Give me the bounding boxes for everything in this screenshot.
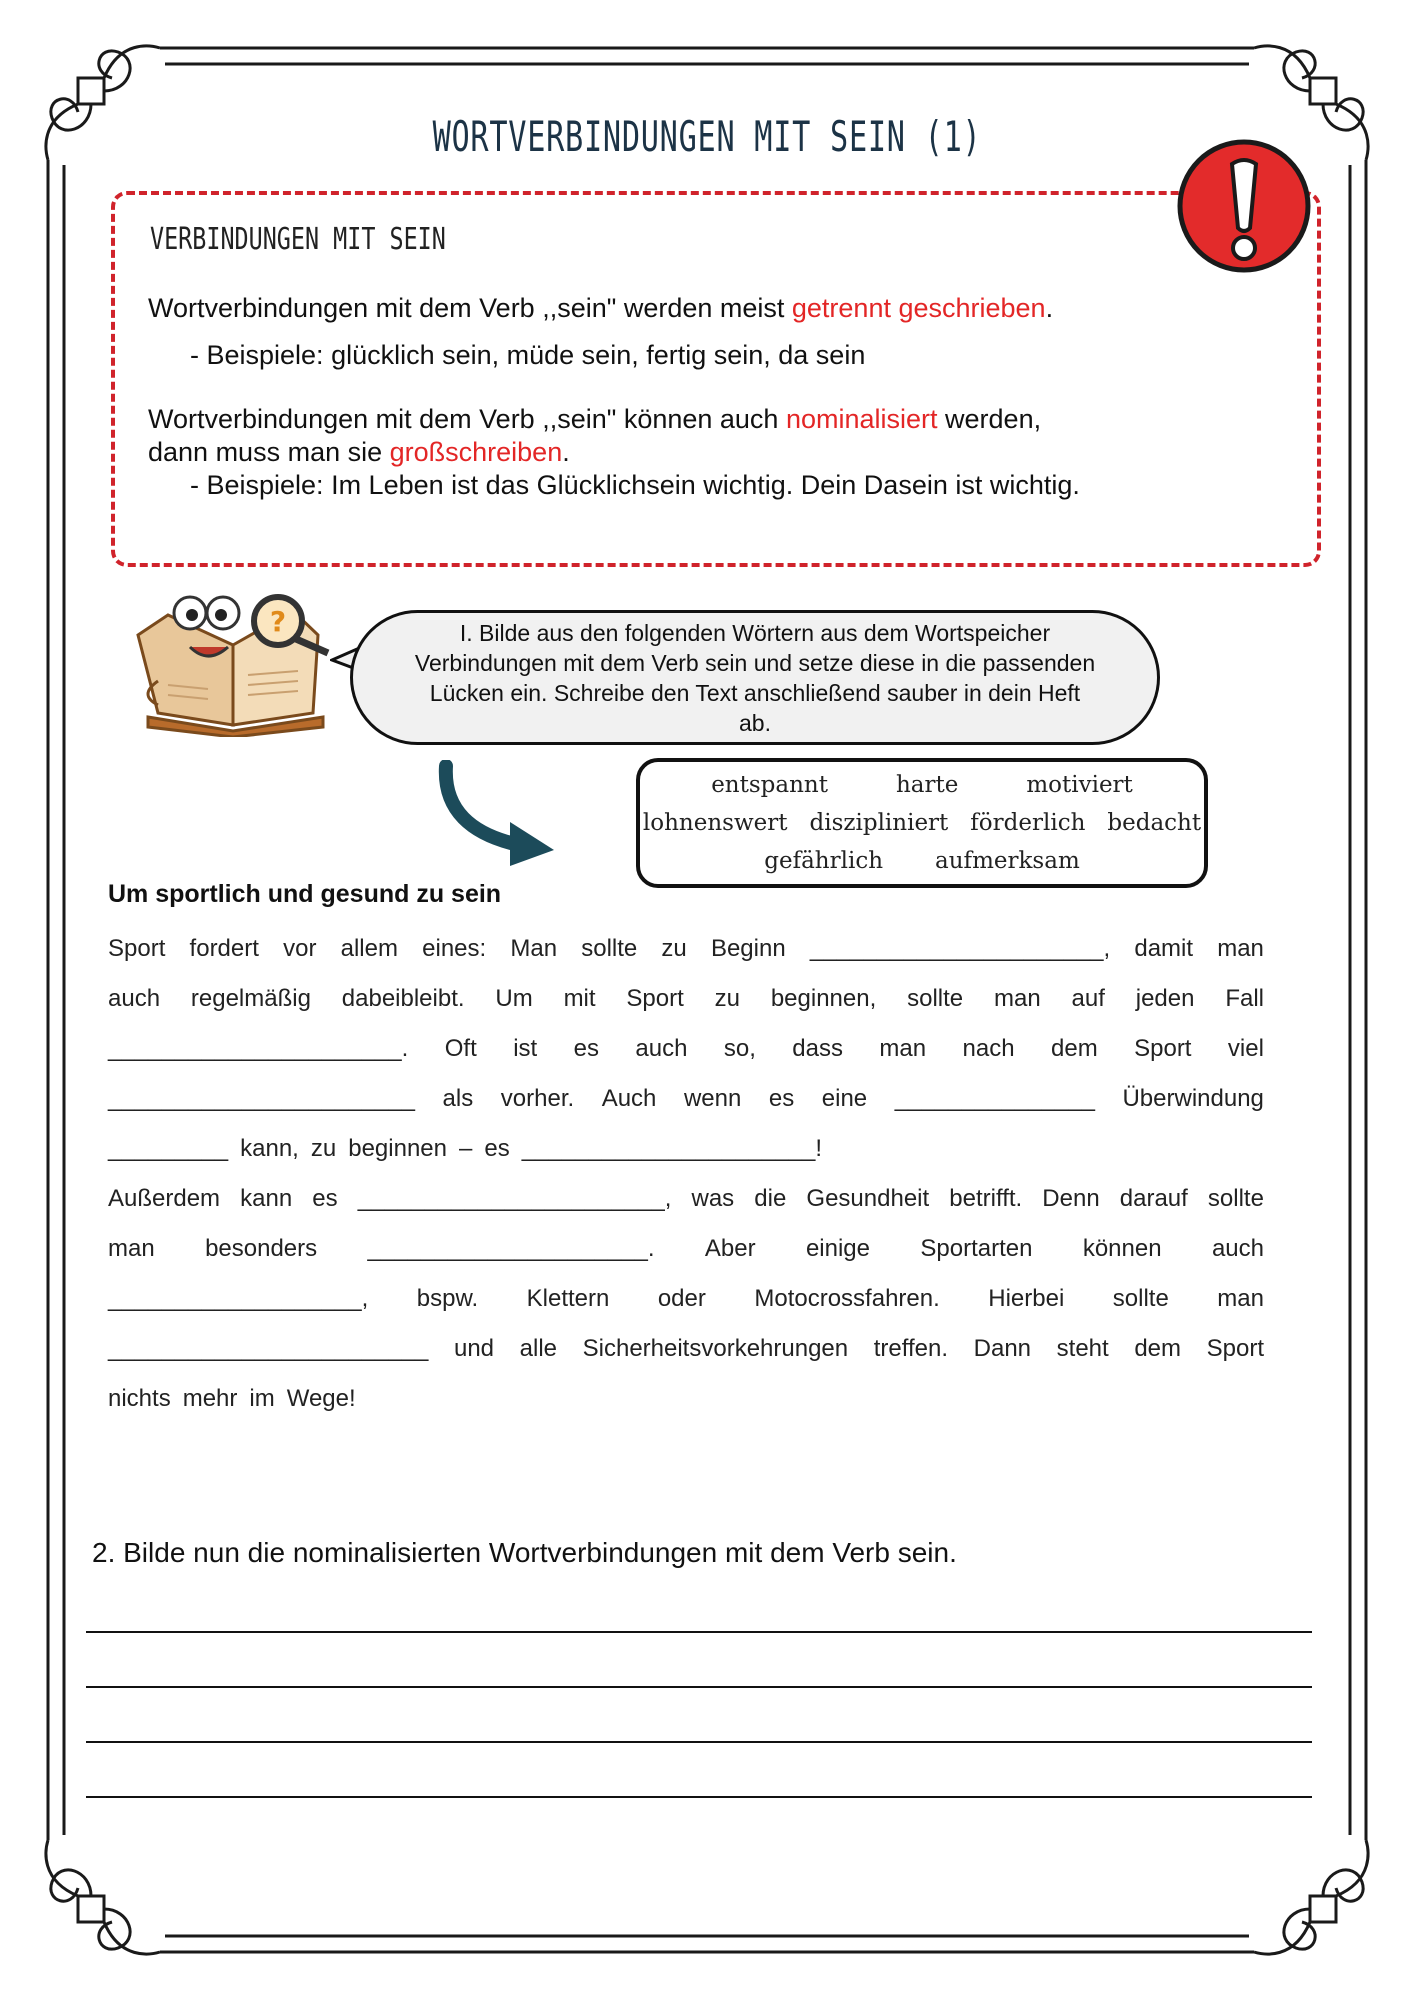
corner-ornament-top-left xyxy=(46,46,160,160)
exclamation-alert-icon xyxy=(1174,136,1314,276)
cloze-word: Sicherheitsvorkehrungen xyxy=(582,1335,849,1362)
cloze-word: dabeibleibt. xyxy=(341,985,465,1012)
rule-example-2: - Beispiele: Im Leben ist das Glücklichsein wichtig. Dein Dasein ist wichtig. xyxy=(190,470,1080,500)
cloze-word: eine xyxy=(821,1085,868,1112)
cloze-word: vorher. xyxy=(500,1085,575,1112)
word-bank-item: harte xyxy=(895,772,959,798)
curved-arrow-icon xyxy=(432,760,562,870)
cloze-word: die xyxy=(754,1185,787,1212)
cloze-line xyxy=(108,1285,1264,1313)
cloze-word: es xyxy=(484,1135,510,1162)
rule-line-1: Wortverbindungen mit dem Verb ,,sein" werden meist getrennt geschrieben. xyxy=(148,293,1054,323)
cloze-word: zu xyxy=(714,985,740,1012)
cloze-word: können xyxy=(1082,1235,1162,1262)
cloze-line xyxy=(108,985,1264,1013)
word-bank-item: förderlich xyxy=(970,810,1086,836)
cloze-word: alle xyxy=(519,1335,557,1362)
cloze-word: mit xyxy=(563,985,596,1012)
cloze-word: Gesundheit xyxy=(806,1185,930,1212)
page-title: WORTVERBINDUNGEN MIT SEIN (1) xyxy=(432,112,982,161)
cloze-word: Klettern xyxy=(526,1285,610,1312)
cloze-blank[interactable]: _______________________ xyxy=(108,1085,415,1112)
cloze-word: Sport xyxy=(626,985,684,1012)
cloze-line xyxy=(108,1235,1264,1263)
word-bank-item: gefährlich xyxy=(764,848,884,874)
cloze-word: treffen. xyxy=(873,1335,949,1362)
svg-text:?: ? xyxy=(269,605,287,638)
cloze-word: mehr xyxy=(182,1385,238,1412)
cloze-word: auch xyxy=(635,1035,688,1062)
cloze-word: – xyxy=(458,1135,473,1162)
cloze-word: kann xyxy=(240,1185,293,1212)
corner-ornament-bottom-right xyxy=(1254,1840,1368,1954)
book-mascot-magnifier-icon xyxy=(128,585,350,737)
cloze-word: es xyxy=(768,1085,795,1112)
cloze-word: sollte xyxy=(1112,1285,1169,1312)
cloze-word: so, xyxy=(723,1035,756,1062)
cloze-word: auf xyxy=(1071,985,1105,1012)
highlight-nominalisiert: nominalisiert xyxy=(785,404,938,434)
cloze-word: Um xyxy=(495,985,533,1012)
cloze-word: betrifft. xyxy=(949,1185,1023,1212)
cloze-word: Man xyxy=(510,935,558,962)
word-bank-item: motiviert xyxy=(1026,772,1133,798)
cloze-word: zu xyxy=(661,935,687,962)
cloze-word: sollte xyxy=(581,935,638,962)
cloze-word: steht xyxy=(1056,1335,1109,1362)
word-bank-item: diszipliniert xyxy=(809,810,949,836)
cloze-word: besonders xyxy=(205,1235,318,1262)
cloze-word: beginnen xyxy=(348,1135,447,1162)
cloze-word: eines: xyxy=(422,935,487,962)
cloze-word: vor xyxy=(283,935,317,962)
cloze-word: Beginn xyxy=(710,935,786,962)
rule-line-3: Wortverbindungen mit dem Verb ,,sein" können auch nominalisiert werden, xyxy=(148,404,1042,434)
cloze-word: damit xyxy=(1134,935,1194,962)
cloze-blank[interactable]: _______________________, xyxy=(357,1185,672,1212)
cloze-word: man xyxy=(1217,935,1264,962)
cloze-word: und xyxy=(453,1335,495,1362)
cloze-blank[interactable]: ______________________. xyxy=(108,1035,409,1062)
highlight-grossschreiben: großschreiben xyxy=(389,437,563,467)
cloze-word: man xyxy=(879,1035,927,1062)
cloze-word: Denn xyxy=(1042,1185,1100,1212)
cloze-line xyxy=(108,1135,1264,1163)
cloze-word: jeden xyxy=(1135,985,1195,1012)
cloze-word: Auch xyxy=(601,1085,657,1112)
cloze-word: nach xyxy=(962,1035,1015,1062)
cloze-word: darauf xyxy=(1119,1185,1188,1212)
cloze-word: auch xyxy=(1211,1235,1264,1262)
cloze-word: es xyxy=(312,1185,338,1212)
cloze-word: kann, xyxy=(240,1135,299,1162)
cloze-word: Fall xyxy=(1225,985,1264,1012)
cloze-blank[interactable]: ______________________, xyxy=(809,935,1111,962)
cloze-word: dass xyxy=(792,1035,843,1062)
cloze-blank[interactable]: ___________________, xyxy=(108,1285,369,1312)
cloze-heading: Um sportlich und gesund zu sein xyxy=(108,880,502,908)
cloze-word: allem xyxy=(340,935,398,962)
cloze-word: Wege! xyxy=(286,1385,356,1412)
cloze-line xyxy=(108,935,1264,963)
word-bank-item: aufmerksam xyxy=(935,848,1080,874)
cloze-word: ist xyxy=(513,1035,538,1062)
cloze-word: regelmäßig xyxy=(190,985,311,1012)
cloze-word: Dann xyxy=(973,1335,1032,1362)
word-bank-box xyxy=(636,758,1208,888)
cloze-word: was xyxy=(691,1185,735,1212)
word-bank-item: lohnenswert xyxy=(642,810,788,836)
writing-line[interactable] xyxy=(86,1796,1312,1798)
cloze-word: Oft xyxy=(444,1035,477,1062)
cloze-blank[interactable]: ______________________! xyxy=(521,1135,823,1162)
cloze-word: einige xyxy=(805,1235,870,1262)
word-bank-item: entspannt xyxy=(711,772,828,798)
cloze-word: beginnen, xyxy=(770,985,877,1012)
cloze-word: Sportarten xyxy=(920,1235,1033,1262)
cloze-word: viel xyxy=(1227,1035,1264,1062)
cloze-word: sollte xyxy=(907,985,964,1012)
cloze-word: auch xyxy=(108,985,161,1012)
cloze-word: Aber xyxy=(704,1235,756,1262)
cloze-word: fordert xyxy=(189,935,259,962)
cloze-line xyxy=(108,1085,1264,1113)
cloze-word: Außerdem xyxy=(108,1185,221,1212)
cloze-line xyxy=(108,1385,1264,1413)
cloze-word: man xyxy=(108,1235,155,1262)
cloze-word: Sport xyxy=(108,935,166,962)
cloze-word: es xyxy=(573,1035,599,1062)
cloze-word: man xyxy=(993,985,1041,1012)
rule-heading: VERBINDUNGEN MIT SEIN xyxy=(150,222,446,257)
highlight-getrennt: getrennt geschrieben xyxy=(791,293,1046,323)
cloze-word: Überwindung xyxy=(1122,1085,1264,1112)
cloze-word: bspw. xyxy=(416,1285,479,1312)
cloze-word: nichts xyxy=(108,1385,171,1412)
cloze-word: im xyxy=(249,1385,275,1412)
cloze-word: Hierbei xyxy=(988,1285,1065,1312)
cloze-blank[interactable]: _____________________. xyxy=(367,1235,655,1262)
rule-example-1: - Beispiele: glücklich sein, müde sein, fertig sein, da sein xyxy=(190,340,866,370)
cloze-blank[interactable]: _______________ xyxy=(894,1085,1095,1112)
writing-line[interactable] xyxy=(86,1686,1312,1688)
cloze-word: dem xyxy=(1051,1035,1098,1062)
word-bank-item: bedacht xyxy=(1107,810,1202,836)
cloze-word: oder xyxy=(657,1285,706,1312)
cloze-word: Sport xyxy=(1206,1335,1264,1362)
task1-instruction-bubble: I. Bilde aus den folgenden Wörtern aus dem Wortspeicher Verbindungen mit dem Verb sein und setze diese in die passenden Lücken ein. Schreibe den Text anschließend sauber in dein Heft ab. xyxy=(350,610,1160,745)
writing-line[interactable] xyxy=(86,1741,1312,1743)
cloze-word: Motocrossfahren. xyxy=(754,1285,940,1312)
cloze-word: wenn xyxy=(683,1085,742,1112)
cloze-word: sollte xyxy=(1207,1185,1264,1212)
task2-instruction: 2. Bilde nun die nominalisierten Wortverbindungen mit dem Verb sein. xyxy=(92,1537,957,1568)
cloze-word: man xyxy=(1217,1285,1264,1312)
cloze-word: zu xyxy=(310,1135,337,1162)
corner-ornament-bottom-left xyxy=(46,1840,160,1954)
cloze-word: Sport xyxy=(1134,1035,1192,1062)
cloze-word: dem xyxy=(1134,1335,1181,1362)
cloze-word: als xyxy=(442,1085,474,1112)
cloze-line xyxy=(108,1035,1264,1063)
cloze-line xyxy=(108,1335,1264,1363)
writing-line[interactable] xyxy=(86,1631,1312,1633)
cloze-blank[interactable]: ________________________ xyxy=(108,1335,429,1362)
cloze-line xyxy=(108,1185,1264,1213)
rule-line-4: dann muss man sie großschreiben. xyxy=(148,437,570,467)
cloze-blank[interactable]: _________ xyxy=(108,1135,229,1162)
